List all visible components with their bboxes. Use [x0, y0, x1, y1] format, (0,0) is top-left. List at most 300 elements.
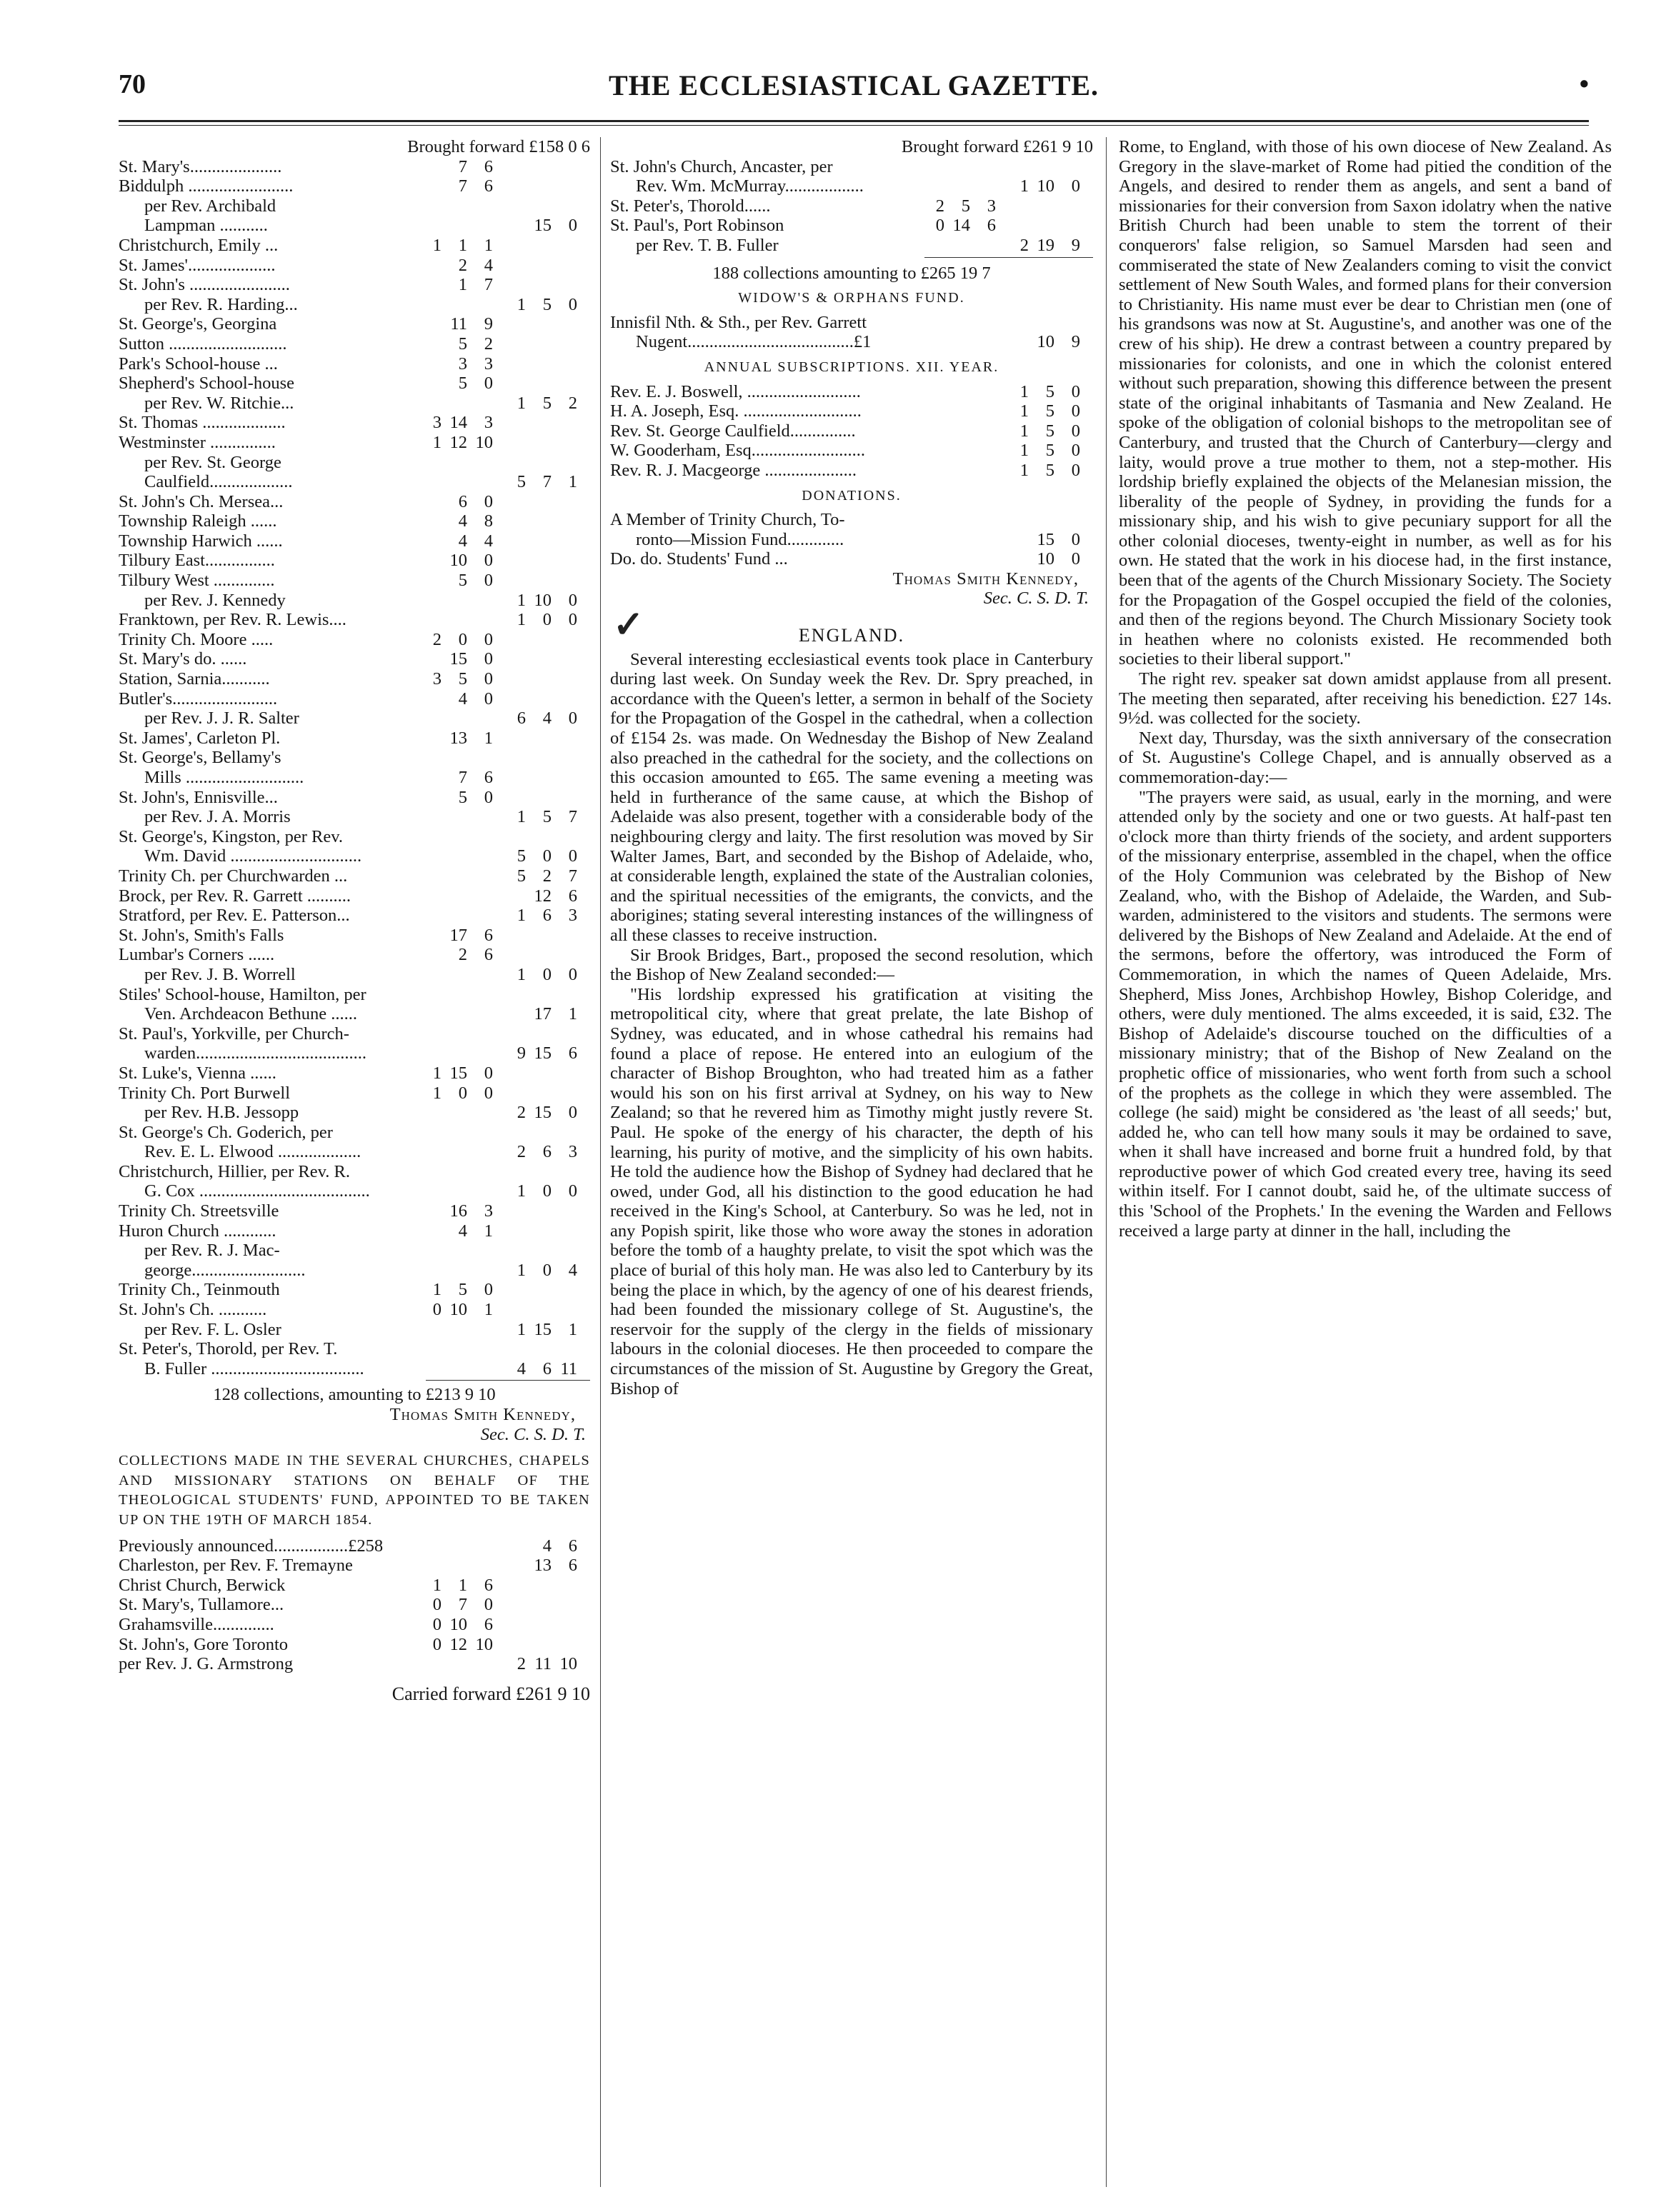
- sub-amount: [912, 461, 996, 481]
- column-divider: [1106, 137, 1107, 2187]
- amount-figure: 1: [432, 1280, 442, 1300]
- amount-figure: 1: [1019, 421, 1029, 441]
- sub-amount: [409, 511, 493, 531]
- amount-figure: 3: [432, 413, 442, 433]
- ledger-label: Previously announced.................£258: [119, 1536, 384, 1556]
- ledger-row: [119, 354, 590, 374]
- amount-figure: 6: [484, 945, 493, 965]
- amount-figure: 3: [458, 354, 467, 374]
- amount-figure: 0: [484, 374, 493, 394]
- column-divider: [600, 137, 601, 2187]
- amount-figure: 6: [484, 176, 493, 196]
- amount-figure: 6: [568, 1536, 577, 1556]
- sub-amount: [409, 807, 493, 827]
- amount-figure: 8: [484, 511, 493, 531]
- amount-figure: 4: [458, 511, 467, 531]
- sub-amount: [409, 256, 493, 276]
- ledger-label: per Rev. J. A. Morris: [144, 807, 291, 827]
- sub-amount: [409, 630, 493, 650]
- amount-figure: 6: [542, 1358, 552, 1378]
- ledger-label: Rev. St. George Caulfield...............: [610, 421, 856, 441]
- sub-amount: [409, 1261, 493, 1281]
- ledger-row: [119, 866, 590, 886]
- sub-amount: [409, 1142, 493, 1162]
- sub-amount: [409, 1103, 493, 1123]
- ledger-label: Ven. Archdeacon Bethune ......: [144, 1004, 357, 1024]
- ledger-row: [119, 1064, 590, 1084]
- amount-figure: 6: [484, 156, 493, 176]
- ledger-row: [119, 531, 590, 551]
- ledger-label: per Rev. J. Kennedy: [144, 590, 286, 610]
- ledger-row: [119, 729, 590, 749]
- sub-amount: [912, 441, 996, 461]
- ledger-row: [119, 216, 590, 236]
- header-rule-thin: [119, 125, 1589, 126]
- sub-amount: [409, 354, 493, 374]
- ledger-label: Do. do. Students' Fund ...: [610, 549, 788, 569]
- ledger-label: Station, Sarnia...........: [119, 669, 270, 689]
- ledger-label: Stiles' School-house, Hamilton, per: [119, 984, 366, 1004]
- ledger-label: Grahamsville..............: [119, 1614, 274, 1634]
- ledger-row: [119, 886, 590, 906]
- amount-figure: 1: [432, 432, 442, 452]
- amount-figure: 19: [1037, 235, 1054, 255]
- amount-figure: 0: [1071, 381, 1080, 401]
- ledger-row: [119, 630, 590, 650]
- ledger-row: [610, 549, 1093, 569]
- amount: [493, 374, 590, 394]
- ledger-row: [119, 236, 590, 256]
- england-heading-text: ENGLAND.: [798, 625, 905, 646]
- ledger-row: [119, 1576, 590, 1596]
- amount: [996, 461, 1093, 481]
- sub-amount: [409, 1615, 493, 1635]
- amount-figure: 7: [568, 866, 577, 886]
- amount-figure: 10: [449, 1300, 467, 1320]
- amount: [493, 354, 590, 374]
- ledger-row: [119, 176, 590, 196]
- ledger-label: Rev. E. J. Boswell, ..........................: [610, 381, 861, 401]
- amount-figure: 4: [458, 689, 467, 709]
- amount-figure: 3: [432, 669, 442, 689]
- ledger-row: [610, 441, 1093, 461]
- amount-figure: 0: [484, 669, 493, 689]
- sub-amount: [912, 196, 996, 216]
- amount: [493, 453, 590, 473]
- amount-figure: 1: [1019, 176, 1029, 196]
- article-paragraph: Next day, Thursday, was the sixth anniversary of the consecration of St. Augustine's College Chapel, and is annually observed as a commemoration-day:—: [1119, 728, 1612, 787]
- ledger-label: per Rev. J. G. Armstrong: [119, 1654, 294, 1674]
- amount-figure: 0: [1071, 401, 1080, 421]
- amount-figure: 5: [1045, 421, 1054, 441]
- ledger-label: Franktown, per Rev. R. Lewis....: [119, 610, 346, 630]
- amount: [493, 886, 590, 906]
- sub-amount: [409, 1123, 493, 1143]
- ledger-label: St. John's, Smith's Falls: [119, 925, 284, 945]
- signature-title: Sec. C. S. D. T.: [480, 1424, 586, 1444]
- amount-figure: 6: [517, 709, 526, 729]
- ledger-label: per Rev. St. George: [144, 452, 281, 472]
- amount-figure: 0: [568, 294, 577, 314]
- amount-figure: 5: [458, 787, 467, 807]
- ledger-row: [119, 472, 590, 492]
- sub-amount: [409, 1320, 493, 1340]
- widows-fund-list: [610, 313, 1093, 352]
- column-3: [1119, 137, 1612, 2180]
- amount-figure: 0: [484, 551, 493, 571]
- sub-amount: [409, 413, 493, 433]
- sub-amount: [409, 1280, 493, 1300]
- amount: [493, 945, 590, 965]
- ledger-label: Lampman ...........: [144, 216, 268, 236]
- sub-amount: [409, 1162, 493, 1182]
- ledger-row: [119, 926, 590, 946]
- amount-figure: 5: [1045, 381, 1054, 401]
- ledger-label: Biddulph ........................: [119, 176, 294, 196]
- amount: [996, 549, 1093, 569]
- amount-figure: 0: [542, 964, 552, 984]
- ledger-label: Innisfil Nth. & Sth., per Rev. Garrett: [610, 312, 867, 332]
- amount-figure: 1: [432, 235, 442, 255]
- ledger-label: Butler's........................: [119, 689, 278, 709]
- amount-figure: 14: [449, 413, 467, 433]
- ledger-row: [119, 1300, 590, 1320]
- ledger-label: St. Mary's.....................: [119, 156, 282, 176]
- amount: [493, 256, 590, 276]
- ledger-label: H. A. Joseph, Esq. ...........................: [610, 401, 862, 421]
- amount-figure: 6: [568, 1044, 577, 1064]
- amount: [493, 965, 590, 985]
- amount: [493, 1024, 590, 1044]
- amount-figure: 11: [534, 1654, 552, 1674]
- amount-figure: 1: [432, 1083, 442, 1103]
- amount-figure: 0: [1071, 529, 1080, 549]
- amount-figure: 9: [517, 1044, 526, 1064]
- sub-amount: [409, 1044, 493, 1064]
- amount-figure: 5: [458, 334, 467, 354]
- widows-fund-heading: WIDOW'S & ORPHANS FUND.: [738, 290, 965, 306]
- amount: [493, 157, 590, 177]
- amount-figure: 0: [568, 846, 577, 866]
- sub-amount: [409, 551, 493, 571]
- amount: [493, 768, 590, 788]
- notice-heading: COLLECTIONS MADE IN THE SEVERAL CHURCHES, CHAPELS AND MISSIONARY STATIONS ON BEHALF OF THE THEOLOGICAL STUDENTS' FUND, APPOINTED TO BE TAKEN UP ON THE 19TH OF MARCH 1854.: [119, 1453, 590, 1528]
- amount-figure: 2: [568, 393, 577, 413]
- amount-figure: 1: [517, 294, 526, 314]
- amount-figure: 0: [1071, 460, 1080, 480]
- amount-figure: 0: [1071, 421, 1080, 441]
- ledger-row: [119, 196, 590, 216]
- sub-amount: [912, 530, 996, 550]
- ledger-row: [119, 906, 590, 926]
- ledger-label: Trinity Ch. Streetsville: [119, 1201, 279, 1221]
- ledger-label: St. George's, Bellamy's: [119, 748, 281, 768]
- amount-figure: 6: [542, 906, 552, 926]
- ledger-row: [119, 1635, 590, 1655]
- sub-amount: [409, 1201, 493, 1221]
- amount: [493, 1359, 590, 1379]
- amount: [493, 295, 590, 315]
- amount-figure: 3: [987, 196, 996, 216]
- amount-figure: 0: [542, 610, 552, 630]
- amount: [996, 196, 1093, 216]
- amount-figure: 2: [542, 866, 552, 886]
- ledger-row: [119, 965, 590, 985]
- ledger-label: Caulfield...................: [144, 472, 293, 492]
- amount-figure: 5: [1045, 441, 1054, 461]
- ledger-label: St. John's Ch. Mersea...: [119, 491, 284, 511]
- ledger-row: [119, 1320, 590, 1340]
- page-number: 70: [119, 69, 146, 99]
- sub-amount: [409, 453, 493, 473]
- amount-figure: 9: [1071, 235, 1080, 255]
- amount: [493, 472, 590, 492]
- donations-heading: DONATIONS.: [802, 487, 902, 504]
- sub-amount: [409, 886, 493, 906]
- ledger-row: [119, 1201, 590, 1221]
- amount: [493, 630, 590, 650]
- amount-figure: 1: [517, 906, 526, 926]
- ledger-row: [119, 748, 590, 768]
- amount-figure: 12: [449, 1634, 467, 1654]
- sub-amount: [912, 549, 996, 569]
- ledger-row: [119, 610, 590, 630]
- amount-figure: 5: [458, 669, 467, 689]
- ledger-label: Wm. David ..............................: [144, 846, 362, 866]
- amount-figure: 6: [542, 1142, 552, 1162]
- amount-figure: 10: [449, 551, 467, 571]
- amount-figure: 10: [534, 590, 552, 610]
- ledger-label: Sutton ...........................: [119, 334, 287, 354]
- amount-figure: 17: [449, 925, 467, 945]
- ledger-row: [119, 551, 590, 571]
- ledger-label: St. Paul's, Port Robinson: [610, 216, 784, 236]
- ledger-label: St. John's, Gore Toronto: [119, 1634, 289, 1654]
- sub-amount: [409, 926, 493, 946]
- ledger-row: [610, 313, 1093, 333]
- amount-figure: 0: [935, 216, 944, 236]
- sub-amount: [409, 1024, 493, 1044]
- amount-figure: 1: [517, 1181, 526, 1201]
- ledger-row: [119, 689, 590, 709]
- ledger-row: [610, 421, 1093, 441]
- amount: [996, 216, 1093, 236]
- ledger-row: [119, 1261, 590, 1281]
- ledger-row: [610, 332, 1093, 352]
- amount-figure: 11: [560, 1358, 577, 1378]
- amount: [493, 926, 590, 946]
- sub-amount: [912, 332, 996, 352]
- sub-amount: [409, 1084, 493, 1104]
- amount-figure: 7: [458, 176, 467, 196]
- amount: [996, 401, 1093, 421]
- amount-figure: 0: [432, 1614, 442, 1634]
- ledger-row: [119, 256, 590, 276]
- amount-figure: 1: [1019, 460, 1029, 480]
- ledger-row: [119, 985, 590, 1005]
- ledger-label: St. Peter's, Thorold, per Rev. T.: [119, 1339, 338, 1359]
- amount-figure: 1: [432, 1063, 442, 1083]
- theological-fund-list: [119, 1536, 590, 1674]
- ledger-row: [610, 196, 1093, 216]
- amount-figure: 0: [484, 649, 493, 669]
- article-paragraph: The right rev. speaker sat down amidst applause from all present. The meeting then separated, after receiving his benediction. £27 14s. 9½d. was collected for the society.: [1119, 669, 1612, 729]
- amount-figure: 1: [1019, 381, 1029, 401]
- checkmark-icon: ✓: [613, 605, 646, 646]
- amount-figure: 5: [458, 571, 467, 591]
- amount-figure: 10: [449, 1614, 467, 1634]
- ledger-row: [119, 1654, 590, 1674]
- sub-amount: [409, 649, 493, 669]
- amount-figure: 0: [1071, 549, 1080, 569]
- sub-amount: [409, 196, 493, 216]
- amount-figure: 0: [568, 216, 577, 236]
- ledger-label: St. Mary's, Tullamore...: [119, 1595, 284, 1615]
- ledger-label: St. Luke's, Vienna ......: [119, 1063, 276, 1083]
- amount-figure: 0: [568, 709, 577, 729]
- amount: [996, 157, 1093, 177]
- ledger-row: [119, 1004, 590, 1024]
- amount-figure: 0: [542, 1181, 552, 1201]
- amount: [493, 610, 590, 630]
- amount: [493, 1261, 590, 1281]
- page-header: [119, 69, 1589, 101]
- amount: [493, 236, 590, 256]
- amount: [493, 1004, 590, 1024]
- amount: [493, 1556, 590, 1576]
- ledger-label: Trinity Ch. Port Burwell: [119, 1083, 291, 1103]
- ledger-label: Nugent......................................£1: [636, 332, 872, 352]
- amount-figure: 15: [534, 216, 552, 236]
- ledger-label: Trinity Ch., Teinmouth: [119, 1280, 280, 1300]
- ledger-label: St. Peter's, Thorold......: [610, 196, 771, 216]
- amount-figure: 10: [1037, 332, 1054, 352]
- signature: Thomas Smith Kennedy,: [892, 569, 1079, 589]
- amount-figure: 0: [484, 1083, 493, 1103]
- amount-figure: 5: [458, 374, 467, 394]
- amount: [493, 1142, 590, 1162]
- amount: [493, 709, 590, 729]
- ledger-row: [119, 374, 590, 394]
- amount-figure: 1: [432, 1575, 442, 1595]
- ledger-row: [119, 709, 590, 729]
- amount: [493, 827, 590, 847]
- amount: [493, 275, 590, 295]
- amount: [493, 669, 590, 689]
- amount-figure: 7: [568, 807, 577, 827]
- amount-figure: 0: [432, 1300, 442, 1320]
- amount: [493, 196, 590, 216]
- amount: [493, 1103, 590, 1123]
- amount: [493, 413, 590, 433]
- amount: [493, 1320, 590, 1340]
- ledger-row: [610, 461, 1093, 481]
- donations-list: [610, 510, 1093, 569]
- sub-amount: [912, 176, 996, 196]
- amount-figure: 3: [484, 354, 493, 374]
- ledger-label: per Rev. F. L. Osler: [144, 1319, 281, 1339]
- sub-amount: [409, 1654, 493, 1674]
- amount: [493, 531, 590, 551]
- ledger-row: [119, 571, 590, 591]
- ledger-label: St. George's, Kingston, per Rev.: [119, 826, 344, 846]
- ledger-row: [119, 1615, 590, 1635]
- publication-title: THE ECCLESIASTICAL GAZETTE.: [608, 69, 1099, 101]
- sub-amount: [409, 669, 493, 689]
- ledger-row: [119, 1595, 590, 1615]
- signature-title: Sec. C. S. D. T.: [983, 589, 1089, 609]
- sum-rule: [426, 1380, 590, 1381]
- amount-figure: 1: [517, 393, 526, 413]
- ledger-row: [119, 1359, 590, 1379]
- ledger-row: [119, 827, 590, 847]
- article-paragraph: Sir Brook Bridges, Bart., proposed the second resolution, which the Bishop of New Zealand seconded:—: [610, 945, 1093, 985]
- ledger-label: per Rev. J. B. Worrell: [144, 964, 296, 984]
- amount-figure: 1: [517, 1319, 526, 1339]
- amount-figure: 2: [484, 334, 493, 354]
- amount: [493, 1615, 590, 1635]
- amount: [493, 1576, 590, 1596]
- amount-figure: 1: [517, 610, 526, 630]
- ledger-row: [119, 788, 590, 808]
- amount-figure: 6: [484, 1614, 493, 1634]
- amount: [996, 236, 1093, 256]
- amount-figure: 3: [568, 1142, 577, 1162]
- amount-figure: 3: [484, 1201, 493, 1221]
- ledger-row: [119, 591, 590, 611]
- amount-figure: 4: [484, 255, 493, 275]
- annual-subscriptions-heading: ANNUAL SUBSCRIPTIONS. XII. YEAR.: [704, 359, 999, 375]
- amount: [493, 394, 590, 414]
- sub-amount: [912, 236, 996, 256]
- ledger-label: Lumbar's Corners ......: [119, 945, 275, 965]
- sub-amount: [409, 846, 493, 866]
- amount: [493, 571, 590, 591]
- amount: [493, 1241, 590, 1261]
- ledger-row: [119, 1241, 590, 1261]
- amount-figure: 4: [458, 531, 467, 551]
- amount-figure: 5: [1045, 401, 1054, 421]
- sub-amount: [409, 1576, 493, 1596]
- amount-figure: 10: [1037, 549, 1054, 569]
- amount-figure: 16: [449, 1201, 467, 1221]
- sub-amount: [409, 1064, 493, 1084]
- ledger-label: per Rev. R. J. Mac-: [144, 1241, 280, 1261]
- ledger-row: [119, 433, 590, 453]
- sub-amount: [409, 689, 493, 709]
- sub-amount: [912, 510, 996, 530]
- ledger-row: [119, 1221, 590, 1241]
- ledger-row: [610, 530, 1093, 550]
- amount-figure: 3: [568, 906, 577, 926]
- ledger-row: [119, 394, 590, 414]
- ledger-row: [119, 511, 590, 531]
- amount: [493, 551, 590, 571]
- sub-amount: [409, 433, 493, 453]
- sub-amount: [409, 965, 493, 985]
- amount-figure: 0: [432, 1634, 442, 1654]
- amount-figure: 0: [484, 689, 493, 709]
- amount-figure: 0: [542, 1260, 552, 1280]
- amount: [493, 1084, 590, 1104]
- sub-amount: [409, 1241, 493, 1261]
- amount: [493, 1221, 590, 1241]
- sub-amount: [409, 768, 493, 788]
- ledger-label: G. Cox .......................................: [144, 1181, 370, 1201]
- ledger-row: [119, 1024, 590, 1044]
- ledger-row: [119, 669, 590, 689]
- ledger-label: Huron Church ............: [119, 1221, 276, 1241]
